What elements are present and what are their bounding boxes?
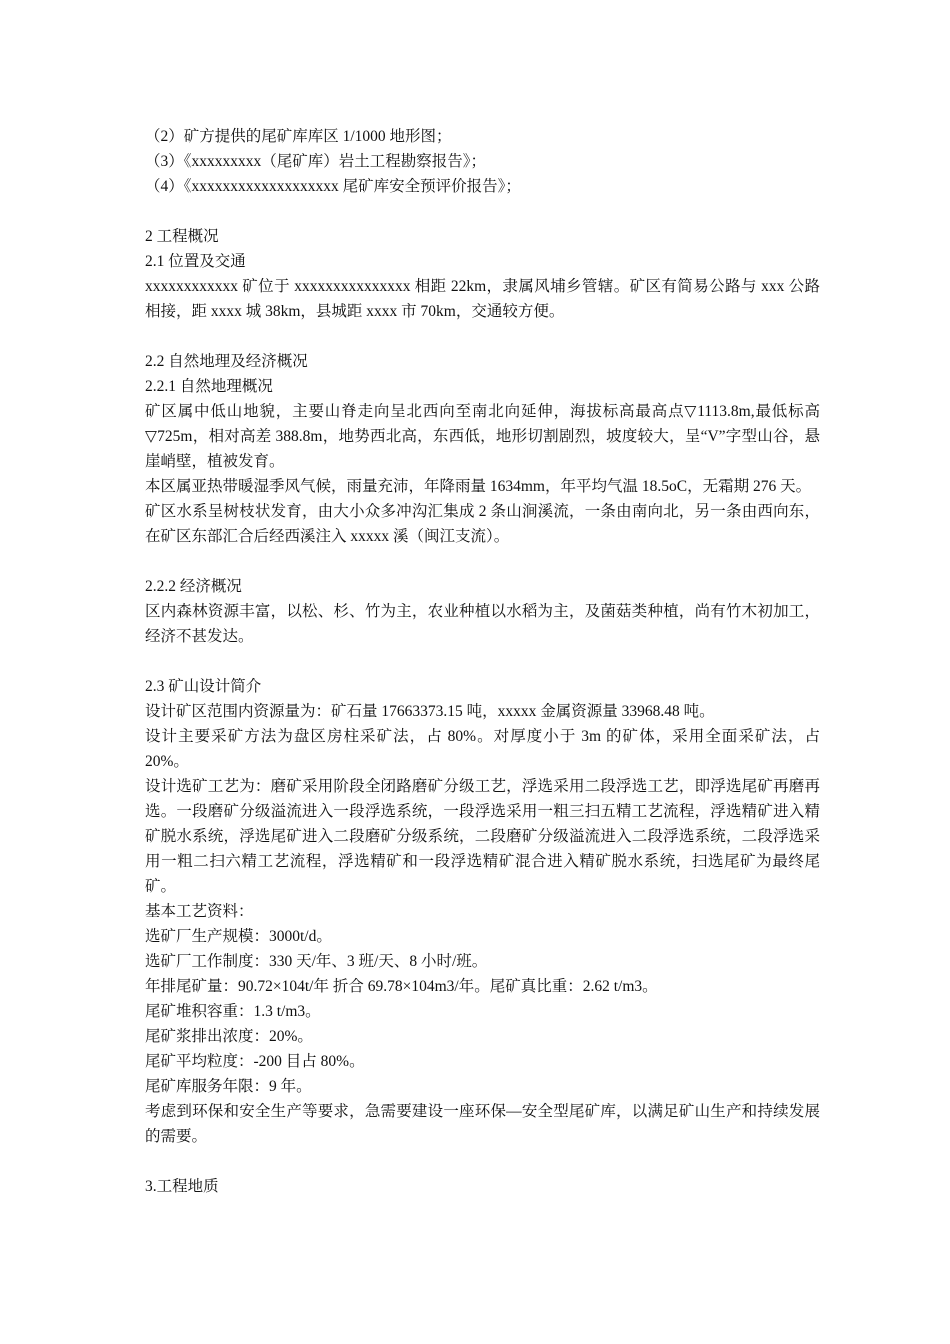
subsection-heading: 2.1 位置及交通 [145,253,246,270]
body-paragraph: 区内森林资源丰富，以松、杉、竹为主，农业种植以水稻为主，及菌菇类种植，尚有竹木初加工，经济不甚发达。 [145,603,820,645]
paragraph-gap [145,324,820,349]
body-paragraph: 基本工艺资料： [145,903,254,920]
process-data-item: 选矿厂生产规模：3000t/d。 [145,928,332,945]
paragraph-gap [145,199,820,224]
paragraph-gap [145,1149,820,1174]
body-paragraph: 设计主要采矿方法为盘区房柱采矿法，占 80%。对厚度小于 3m 的矿体，采用全面采矿法，占 20%。 [145,728,820,770]
subsection-heading: 2.2 自然地理及经济概况 [145,353,308,370]
section-heading: 3.工程地质 [145,1178,219,1195]
reference-item: （3）《xxxxxxxxx（尾矿库）岩土工程勘察报告》； [145,153,487,170]
process-data-item: 尾矿堆积容重：1.3 t/m3。 [145,1003,321,1020]
process-data-item: 尾矿库服务年限：9 年。 [145,1078,312,1095]
body-paragraph: 矿区水系呈树枝状发育，由大小众多冲沟汇集成 2 条山涧溪流，一条由南向北，另一条由西向东，在矿区东部汇合后经西溪注入 xxxxx 溪（闽江支流）。 [145,503,820,545]
document-page [145,124,820,1199]
paragraph-gap [145,549,820,574]
process-data-item: 尾矿浆排出浓度：20%。 [145,1028,313,1045]
process-data-item: 尾矿平均粒度：-200 目占 80%。 [145,1053,365,1070]
subsection-heading: 2.2.2 经济概况 [145,578,242,595]
process-data-item: 选矿厂工作制度：330 天/年、3 班/天、8 小时/班。 [145,953,488,970]
body-paragraph: 设计矿区范围内资源量为：矿石量 17663373.15 吨，xxxxx 金属资源量 33968.48 吨。 [145,703,715,720]
paragraph-gap [145,649,820,674]
body-paragraph: xxxxxxxxxxxx 矿位于 xxxxxxxxxxxxxxx 相距 22km，隶属风埔乡管辖。矿区有简易公路与 xxx 公路相接，距 xxxx 城 38km，县城距 xxxx 市 70km，交通较方便。 [145,278,820,320]
body-paragraph: 本区属亚热带暖湿季风气候，雨量充沛，年降雨量 1634mm，年平均气温 18.5oC，无霜期 276 天。 [145,478,812,495]
subsection-heading: 2.2.1 自然地理概况 [145,378,273,395]
reference-item: （2）矿方提供的尾矿库库区 1/1000 地形图； [145,128,452,145]
body-paragraph: 考虑到环保和安全生产等要求，急需要建设一座环保—安全型尾矿库，以满足矿山生产和持续发展的需要。 [145,1103,820,1145]
section-heading: 2 工程概况 [145,228,219,245]
reference-item: （4）《xxxxxxxxxxxxxxxxxxx 尾矿库安全预评价报告》； [145,178,521,195]
body-paragraph: 设计选矿工艺为：磨矿采用阶段全闭路磨矿分级工艺，浮选采用二段浮选工艺，即浮选尾矿再磨再选。一段磨矿分级溢流进入一段浮选系统，一段浮选采用一粗三扫五精工艺流程，浮选精矿进入精矿脱水系统，浮选尾矿进入二段磨矿分级系统，二段磨矿分级溢流进入二段浮选系统，二段浮选采用一粗二扫六精工艺流程，浮选精矿和一段浮选精矿混合进入精矿脱水系统，扫选尾矿为最终尾矿。 [145,778,820,895]
body-paragraph: 矿区属中低山地貌，主要山脊走向呈北西向至南北向延伸，海拔标高最高点▽1113.8m,最低标高▽725m，相对高差 388.8m，地势西北高，东西低，地形切割剧烈，坡度较大，呈“V”字型山谷，悬崖峭壁，植被发育。 [145,403,820,470]
process-data-item: 年排尾矿量：90.72×104t/年 折合 69.78×104m3/年。尾矿真比重：2.62 t/m3。 [145,978,658,995]
subsection-heading: 2.3 矿山设计简介 [145,678,262,695]
